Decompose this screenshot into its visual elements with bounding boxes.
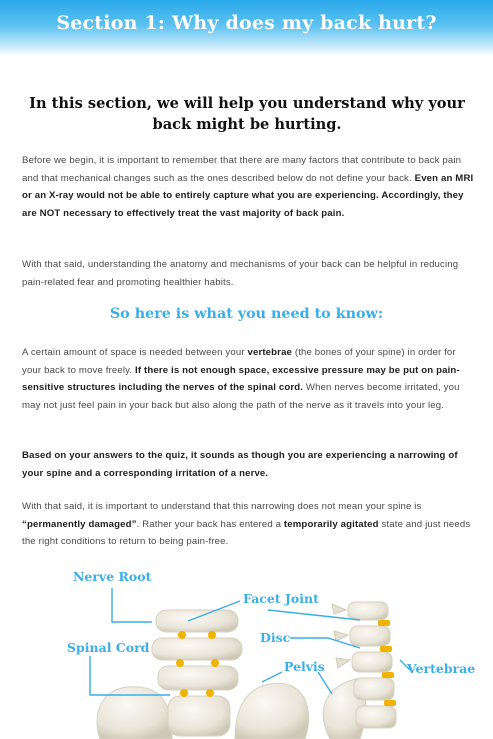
paragraph-damage-text-3: state and just needs the right conditions to return to being pain-free.: [22, 518, 471, 547]
pelvis-pointer: [262, 672, 282, 682]
paragraph-space-text-1: A certain amount of space is needed between your: [22, 347, 248, 358]
paragraph-quiz: [22, 447, 474, 482]
spine-anatomy-figure: [60, 560, 480, 739]
section-header: [0, 0, 493, 56]
side-view-spine: [323, 602, 396, 739]
quiz-emphasis-2: your spine and a corresponding irritation of a nerve.: [22, 467, 269, 479]
paragraph-anatomy: [22, 256, 474, 291]
label-nerve-root: Nerve Root: [73, 569, 152, 584]
section-title: Section 1: Why does my back hurt?: [56, 12, 437, 34]
paragraph-damage: [22, 498, 474, 551]
paragraph-factors-text: Before we begin, it is important to remember that there are many factors that contribute to back pain and that mechanical changes such as the ones described below do not define your back.: [22, 155, 462, 184]
label-disc: Disc: [260, 630, 291, 645]
paragraph-damage-text-1: With that said, it is important to understand that this narrowing does not mean your spine is: [22, 501, 422, 512]
paragraph-factors: [22, 152, 474, 222]
permanently-damaged-term: “permanently damaged”: [22, 518, 137, 530]
intro-heading: In this section, we will help you understand why your back might be hurting.: [29, 95, 465, 133]
pelvis-pointer-2: [318, 672, 332, 694]
label-facet-joint: Facet Joint: [243, 591, 319, 606]
nerve-root-pointer: [112, 588, 152, 622]
quiz-emphasis: Based on your answers to the quiz: [22, 450, 186, 461]
facet-joint-pointer-2: [268, 610, 360, 620]
label-vertebrae: Vertebrae: [407, 661, 476, 676]
disc-pointer: [290, 638, 360, 648]
label-pelvis: Pelvis: [284, 659, 325, 674]
label-spinal-cord: Spinal Cord: [67, 640, 150, 655]
paragraph-space: [22, 344, 474, 414]
paragraph-space-text-3: When nerves become irritated, you may not just feel pain in your back but also along the path of the nerve as it travels into your leg.: [22, 382, 460, 411]
paragraph-space-text-2: (the bones of your spine) in order for your back to move freely.: [22, 347, 456, 376]
paragraph-factors-emphasis: Even an MRI or an X-ray would not be able to entirely capture what you are experiencing. Accordingly, they are NOT necessary to effectively treat the vast majority of back pain.: [22, 172, 474, 219]
temporarily-agitated-term: temporarily agitated: [283, 518, 379, 530]
paragraph-damage-text-2: . Rather your back has entered a: [136, 518, 284, 530]
vertebrae-term: vertebrae: [247, 347, 293, 358]
paragraph-anatomy-text: With that said, understanding the anatomy and mechanisms of your back can be helpful in reducing pain-related fear and promoting healthier habits.: [22, 259, 459, 288]
paragraph-space-emphasis: If there is not enough space, excessive pressure may be put on pain-sensitive structures including the nerves of the spinal cord.: [22, 364, 460, 393]
quiz-text: , it sounds as though you are experiencing a narrowing of: [185, 450, 458, 461]
sub-heading: So here is what you need to know:: [109, 306, 384, 322]
